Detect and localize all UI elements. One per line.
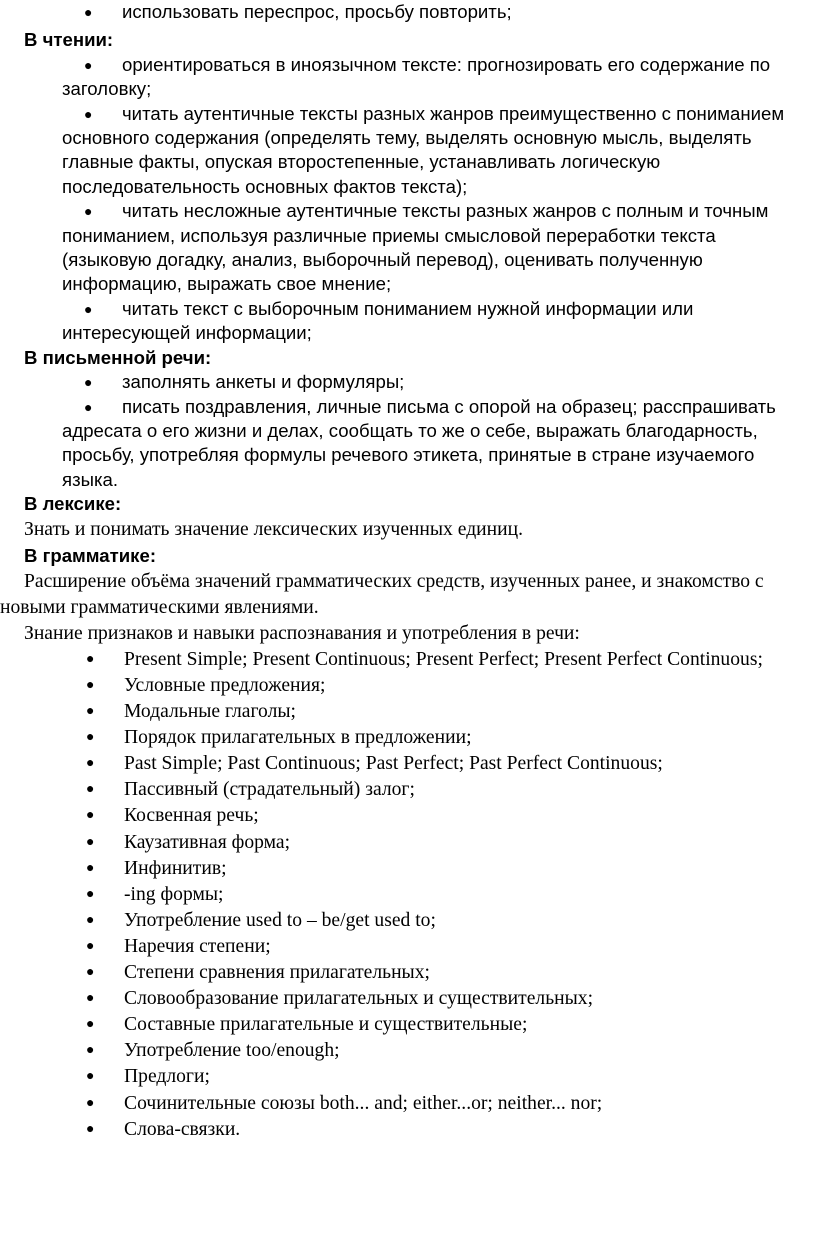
grammar-list-item xyxy=(0,830,816,856)
grammar-list-item xyxy=(0,1091,816,1117)
grammar-list-item xyxy=(0,725,816,751)
grammar-list-item xyxy=(0,1064,816,1090)
list-item xyxy=(62,370,796,394)
section-heading-lexis: В лексике: xyxy=(24,493,122,515)
grammar-item-text: Степени сравнения прилагательных; xyxy=(124,962,430,984)
list-item-text: использовать переспрос, просьбу повторить; xyxy=(122,1,512,22)
list-item xyxy=(62,0,796,24)
grammar-item-text: Наречия степени; xyxy=(124,935,271,957)
bullet-icon: ● xyxy=(86,834,95,850)
list-item-text: читать текст с выборочным пониманием нужной информации или интересующей информации; xyxy=(62,297,694,344)
grammar-list-item xyxy=(0,908,816,934)
grammar-item-text: Словообразование прилагательных и существительных; xyxy=(124,988,594,1010)
list-item-text: писать поздравления, личные письма с опорой на образец; расспрашивать адресата о его жизни и делах, сообщать то же о себе, выражать благодарность, просьбу, употребляя формулы речевого этикета, принятые в стране изучаемого языка. xyxy=(62,395,776,490)
grammar-skills-text: Знание признаков и навыки распознавания и употребления в речи: xyxy=(24,622,580,644)
grammar-list-item xyxy=(0,856,816,882)
bullet-icon: ● xyxy=(86,1121,95,1137)
bullet-icon: ● xyxy=(86,886,95,902)
bullet-icon: ● xyxy=(84,105,93,122)
list-item xyxy=(62,102,796,200)
bullet-icon: ● xyxy=(84,398,93,415)
list-item xyxy=(62,199,796,297)
list-item xyxy=(62,297,796,346)
grammar-list-item xyxy=(0,934,816,960)
bullet-icon: ● xyxy=(86,756,95,772)
grammar-item-text: Present Simple; Present Continuous; Present Perfect; Present Perfect Continuous; xyxy=(124,648,763,670)
grammar-list-item xyxy=(0,960,816,986)
bullet-icon: ● xyxy=(84,374,93,391)
list-item-text: читать аутентичные тексты разных жанров преимущественно с пониманием основного содержания (определять тему, выделять основную мысль, выделять главные факты, опуская второстепенные, устанавливать логическую последовательность основных фактов текста); xyxy=(62,102,785,197)
bullet-icon: ● xyxy=(84,56,93,73)
bullet-icon: ● xyxy=(86,991,95,1007)
bullet-icon: ● xyxy=(86,1017,95,1033)
grammar-item-text: Инфинитив; xyxy=(124,857,227,879)
grammar-item-text: Косвенная речь; xyxy=(124,805,259,827)
grammar-list-item xyxy=(0,777,816,803)
grammar-item-text: -ing формы; xyxy=(124,883,224,905)
bullet-icon: ● xyxy=(86,965,95,981)
grammar-list-item xyxy=(0,1012,816,1038)
bullet-icon: ● xyxy=(86,1069,95,1085)
grammar-list-item xyxy=(0,986,816,1012)
list-item xyxy=(62,53,796,102)
section-heading-writing: В письменной речи: xyxy=(24,346,212,368)
grammar-list-item xyxy=(0,1038,816,1064)
grammar-item-text: Пассивный (страдательный) залог; xyxy=(124,779,415,801)
grammar-item-text: Составные прилагательные и существительные; xyxy=(124,1014,528,1036)
grammar-item-text: Предлоги; xyxy=(124,1066,210,1088)
bullet-icon: ● xyxy=(84,300,93,317)
grammar-item-text: Слова-связки. xyxy=(124,1118,241,1140)
lexis-grammar-section xyxy=(0,517,816,1143)
bullet-icon: ● xyxy=(86,938,95,954)
list-item-text: читать несложные аутентичные тексты разных жанров с полным и точным пониманием, используя различные приемы смысловой переработки текста (языковую догадку, анализ, выборочный перевод), оценивать полученную информацию, выражать свое мнение; xyxy=(62,200,769,295)
grammar-list-item xyxy=(0,882,816,908)
bullet-icon: ● xyxy=(86,782,95,798)
list-item xyxy=(62,395,796,493)
writing-list xyxy=(0,370,816,492)
bullet-icon: ● xyxy=(86,912,95,928)
bullet-icon: ● xyxy=(86,808,95,824)
grammar-list-item xyxy=(0,1117,816,1143)
grammar-item-text: Условные предложения; xyxy=(124,675,326,696)
bullet-icon: ● xyxy=(84,203,93,220)
reading-list xyxy=(0,53,816,346)
bullet-icon: ● xyxy=(86,860,95,876)
skills-section xyxy=(0,0,816,517)
bullet-icon: ● xyxy=(86,678,95,693)
bullet-icon: ● xyxy=(86,1043,95,1059)
grammar-item-text: Каузативная форма; xyxy=(124,831,291,853)
grammar-list-item xyxy=(0,751,816,777)
bullet-icon: ● xyxy=(86,730,95,746)
grammar-item-text: Употребление used to – be/get used to; xyxy=(124,909,436,931)
bullet-icon: ● xyxy=(86,651,95,667)
bullet-icon: ● xyxy=(84,4,93,20)
grammar-list-item xyxy=(0,647,816,673)
bullet-icon: ● xyxy=(86,704,95,720)
list-item-text: ориентироваться в иноязычном тексте: прогнозировать его содержание по заголовку; xyxy=(62,53,771,100)
bullet-icon: ● xyxy=(86,1095,95,1111)
section-heading-grammar: В грамматике: xyxy=(24,544,157,566)
section-heading-reading: В чтении: xyxy=(24,29,114,51)
grammar-item-text: Порядок прилагательных в предложении; xyxy=(124,727,472,749)
grammar-list-item xyxy=(0,803,816,829)
grammar-item-text: Past Simple; Past Continuous; Past Perfect; Past Perfect Continuous; xyxy=(124,753,663,775)
grammar-list-item xyxy=(0,699,816,725)
grammar-item-text: Сочинительные союзы both... and; either...or; neither... nor; xyxy=(124,1092,603,1114)
grammar-intro-text: Расширение объёма значений грамматических средств, изученных ранее, и знакомство с новыми грамматическими явлениями. xyxy=(0,570,764,618)
grammar-item-text: Модальные глаголы; xyxy=(124,701,296,723)
grammar-item-text: Употребление too/enough; xyxy=(124,1040,340,1062)
lexis-text: Знать и понимать значение лексических изученных единиц. xyxy=(24,518,523,540)
list-item-text: заполнять анкеты и формуляры; xyxy=(122,371,405,393)
grammar-list-item xyxy=(0,673,816,699)
grammar-list xyxy=(0,647,816,1143)
